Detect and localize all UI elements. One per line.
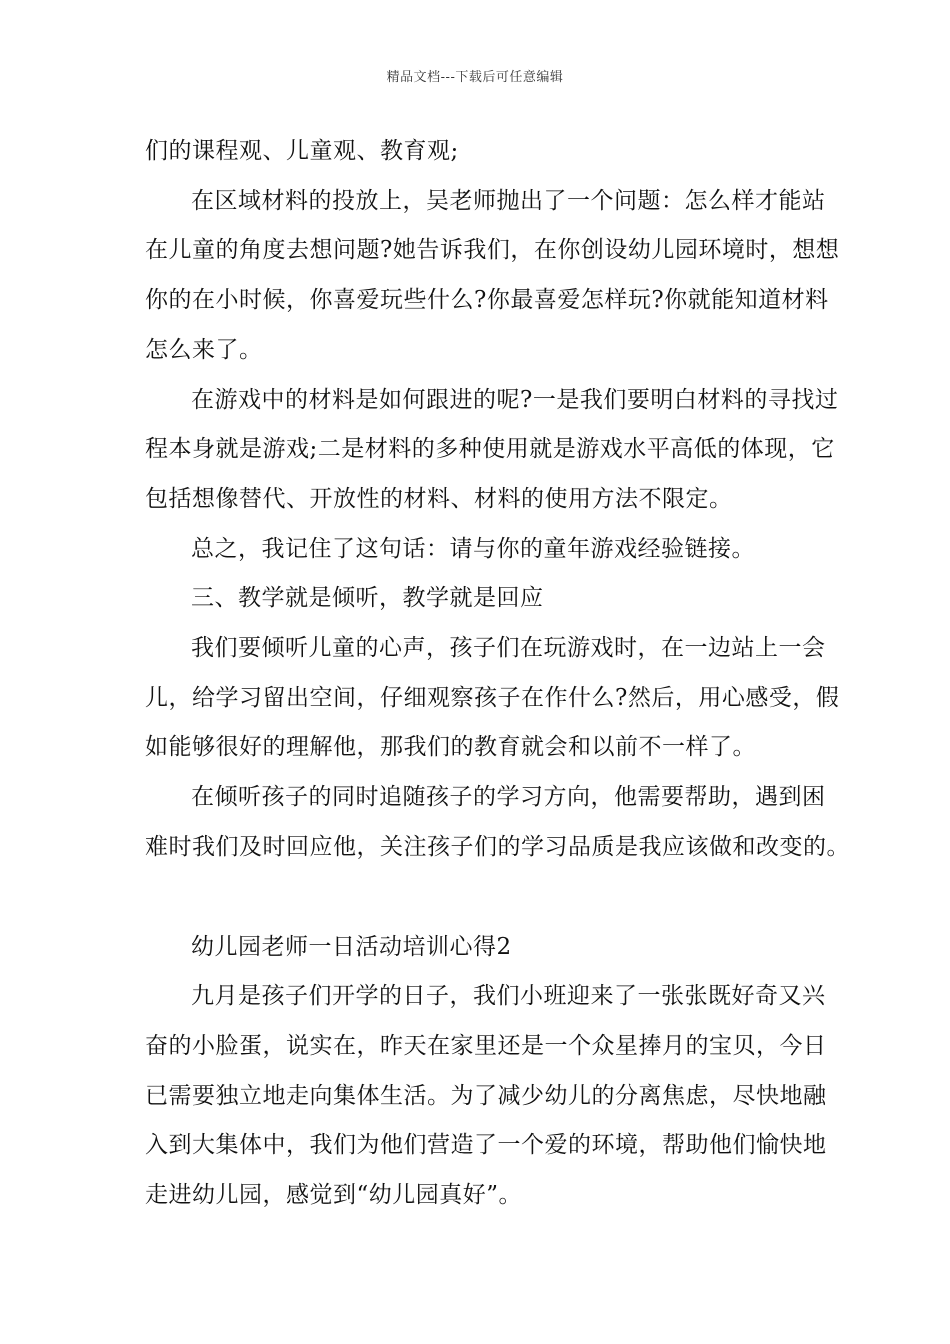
text-line: 九月是孩子们开学的日子，我们小班迎来了一张张既好奇又兴 [191,983,826,1010]
text-line: 幼儿园老师一日活动培训心得2 [191,933,512,960]
text-line: 三、教学就是倾听，教学就是回应 [191,585,544,612]
page-header: 精品文档---下载后可任意编辑 [386,70,564,85]
text-line: 怎么来了。 [145,336,263,363]
text-line: 走进幼儿园，感觉到“幼儿园真好”。 [145,1182,523,1209]
text-line: 在儿童的角度去想问题?她告诉我们，在你创设幼儿园环境时，想想 [145,237,840,264]
text-line: 我们要倾听儿童的心声，孩子们在玩游戏时，在一边站上一会 [191,635,826,662]
text-line: 奋的小脸蛋，说实在，昨天在家里还是一个众星捧月的宝贝，今日 [145,1032,827,1059]
section-gap [145,873,817,923]
text-line: 程本身就是游戏;二是材料的多种使用就是游戏水平高低的体现，它 [145,436,835,463]
text-line: 们的课程观、儿童观、教育观; [145,138,459,164]
text-line: 难时我们及时回应他，关注孩子们的学习品质是我应该做和改变的。 [145,833,850,860]
text-line: 你的在小时候，你喜爱玩些什么?你最喜爱怎样玩?你就能知道材料 [145,287,829,314]
text-line: 在游戏中的材料是如何跟进的呢?一是我们要明白材料的寻找过 [191,386,839,413]
text-line: 入到大集体中，我们为他们营造了一个爱的环境，帮助他们愉快地 [145,1132,827,1159]
text-line: 在倾听孩子的同时追随孩子的学习方向，他需要帮助，遇到困 [191,784,826,811]
text-line: 总之，我记住了这句话：请与你的童年游戏经验链接。 [191,535,755,562]
text-line: 在区域材料的投放上，吴老师抛出了一个问题：怎么样才能站 [191,187,826,214]
text-line: 包括想像替代、开放性的材料、材料的使用方法不限定。 [145,485,733,512]
document-body [145,127,850,1221]
text-line: 如能够很好的理解他，那我们的教育就会和以前不一样了。 [145,734,756,761]
text-line: 已需要独立地走向集体生活。为了减少幼儿的分离焦虑，尽快地融 [145,1082,827,1109]
text-line: 儿，给学习留出空间，仔细观察孩子在作什么?然后，用心感受，假 [145,684,840,711]
